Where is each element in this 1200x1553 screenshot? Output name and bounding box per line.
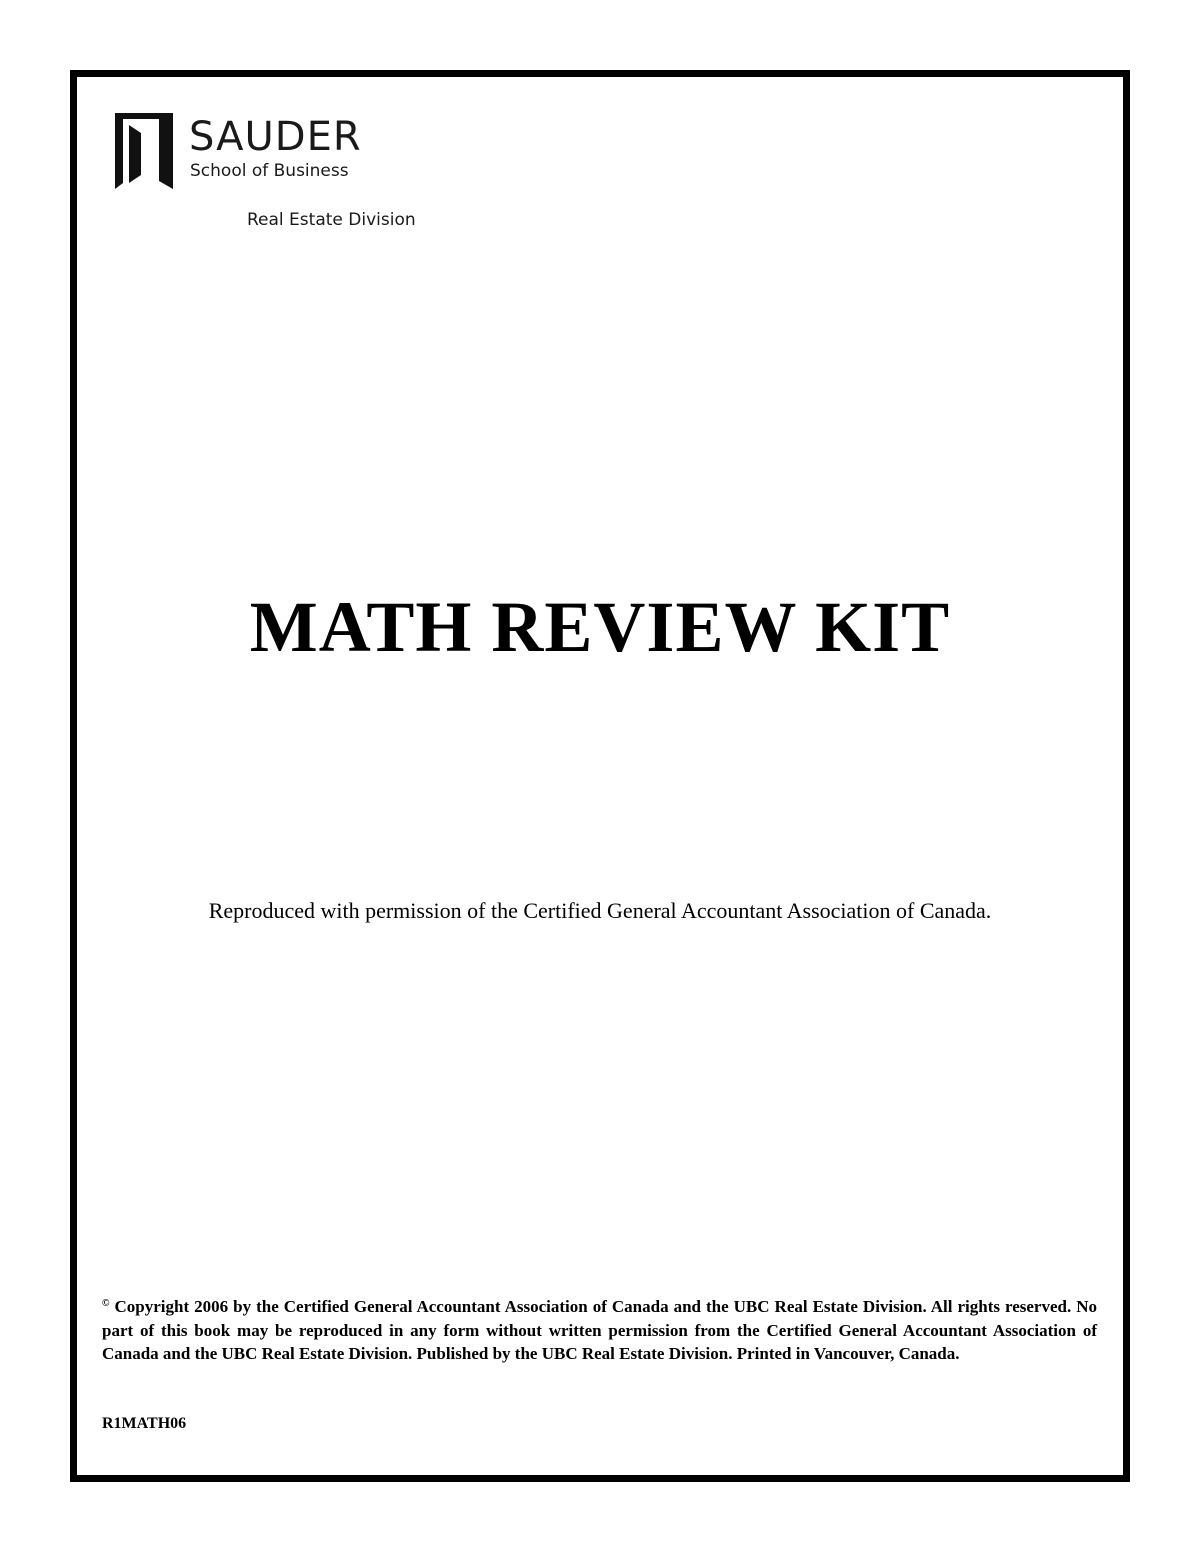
- logo-name: SAUDER: [189, 114, 362, 160]
- permission-statement: Reproduced with permission of the Certified General Accountant Association of Canada.: [208, 898, 992, 923]
- sauder-logo-icon: [115, 113, 173, 189]
- page-title: MATH REVIEW KIT: [249, 587, 951, 667]
- document-code: R1MATH06: [102, 1415, 187, 1432]
- copyright-text: Copyright 2006 by the Certified General Accountant Association of Canada and the UBC Real Estate Division. All rights reserved. No part of this book may be reproduced in any form without written permission from the Certified General Accountant Association of Canada and the UBC Real Estate Division. Published by the UBC Real Estate Division. Printed in Vancouver, Canada.: [102, 1297, 1098, 1363]
- copyright-notice: [102, 1295, 1097, 1366]
- sauder-logo: [115, 113, 435, 193]
- copyright-symbol: ©: [102, 1298, 110, 1309]
- division-name: Real Estate Division: [247, 210, 416, 230]
- page-border: [70, 70, 1130, 1482]
- logo-subtitle: School of Business: [190, 161, 349, 181]
